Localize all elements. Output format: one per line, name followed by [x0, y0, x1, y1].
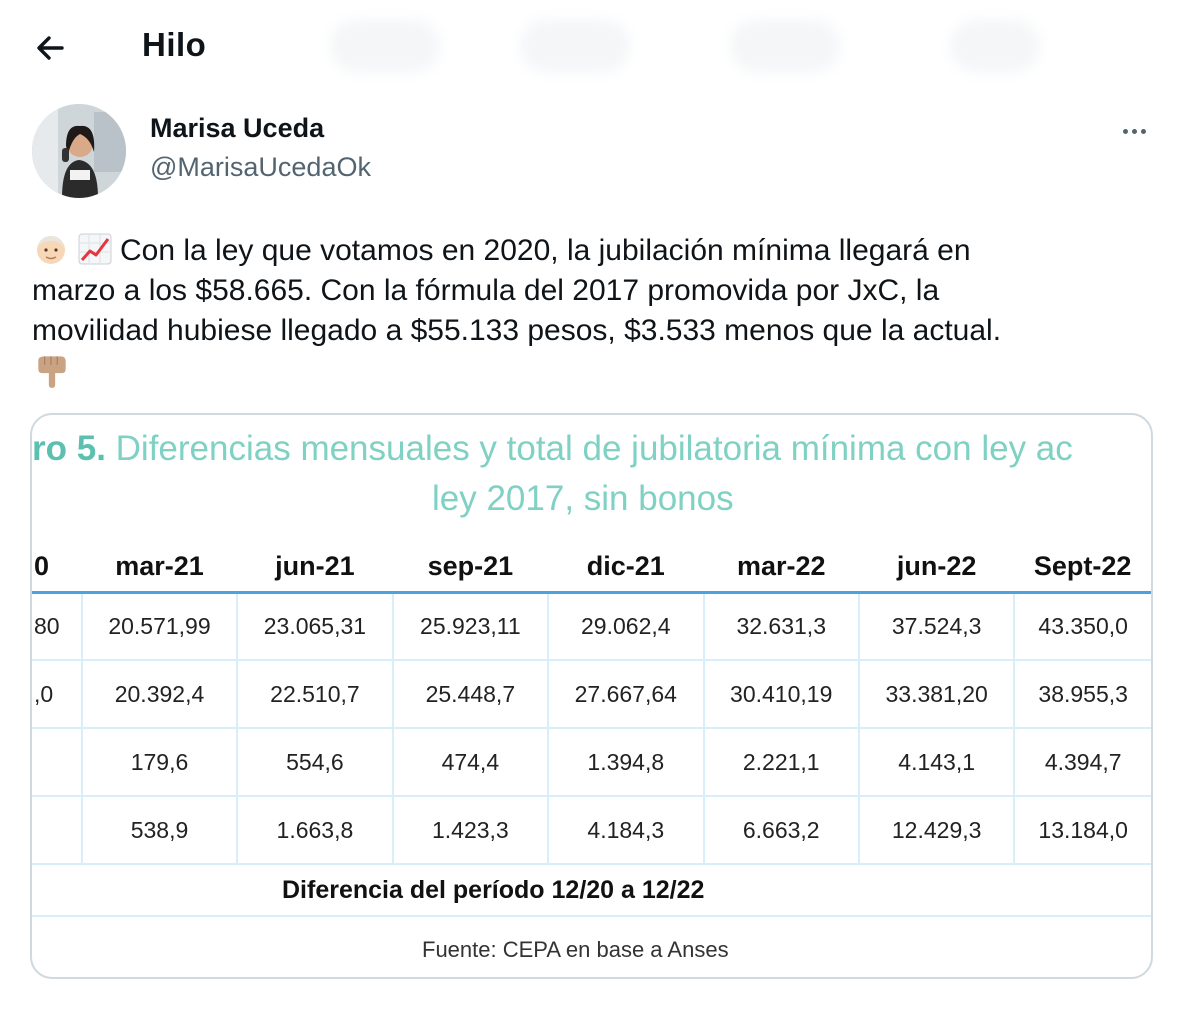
- blurred-tab: [330, 20, 440, 72]
- tweet-text: [32, 231, 1162, 394]
- table-cell: 20.392,4: [82, 660, 237, 728]
- pension-table: [32, 542, 1151, 865]
- tweet-image[interactable]: [30, 413, 1153, 979]
- table-cell: 538,9: [82, 796, 237, 864]
- table-cell: 38.955,3: [1014, 660, 1151, 728]
- table-cell: 27.667,64: [548, 660, 703, 728]
- back-button[interactable]: [30, 28, 70, 68]
- column-header: jun-21: [237, 542, 392, 592]
- table-cell: 30.410,19: [704, 660, 859, 728]
- source-caption: Fuente: CEPA en base a Anses: [422, 937, 729, 962]
- table-cell: 12.429,3: [859, 796, 1014, 864]
- table-row: [32, 728, 1151, 796]
- table-cell: ,0: [32, 660, 82, 728]
- table-cell: 1.423,3: [393, 796, 548, 864]
- table-cell: 25.923,11: [393, 592, 548, 660]
- divider: [32, 915, 1153, 917]
- table-cell: 4.394,7: [1014, 728, 1151, 796]
- column-header: sep-21: [393, 542, 548, 592]
- older-person-emoji: [32, 232, 70, 266]
- table-cell: 29.062,4: [548, 592, 703, 660]
- table-cell: 6.663,2: [704, 796, 859, 864]
- table-title-line-1: Diferencias mensuales y total de jubilatoria mínima con ley ac: [105, 429, 1073, 468]
- author-name[interactable]: Marisa Uceda: [150, 113, 325, 143]
- table-cell: 37.524,3: [859, 592, 1014, 660]
- table-cell: 80: [32, 592, 82, 660]
- column-header: jun-22: [859, 542, 1014, 592]
- blurred-tab: [950, 20, 1040, 72]
- table-row: [32, 592, 1151, 660]
- table-cell: 23.065,31: [237, 592, 392, 660]
- column-header: 0: [32, 542, 82, 592]
- table-row: [32, 660, 1151, 728]
- table-cell: 32.631,3: [704, 592, 859, 660]
- table-cell: 1.663,8: [237, 796, 392, 864]
- table-cell: 13.184,0: [1014, 796, 1151, 864]
- table-cell: 43.350,0: [1014, 592, 1151, 660]
- period-label: Diferencia del período 12/20 a 12/22: [282, 876, 705, 904]
- blurred-tab: [730, 20, 840, 72]
- tweet-line-3: movilidad hubiese llegado a $55.133 pesos, $3.533 menos que la actual.: [32, 314, 1002, 347]
- table-cell: 22.510,7: [237, 660, 392, 728]
- page-title: Hilo: [142, 26, 207, 63]
- more-horizontal-icon-dot: [1141, 129, 1146, 134]
- arrow-left-icon: [34, 32, 66, 64]
- table-cell: 33.381,20: [859, 660, 1014, 728]
- table-cell: 25.448,7: [393, 660, 548, 728]
- chart-increasing-emoji: [76, 232, 114, 266]
- table-cell: [32, 728, 82, 796]
- more-horizontal-icon: [1123, 129, 1128, 134]
- table-header-row: [32, 542, 1151, 592]
- table-cell: 4.184,3: [548, 796, 703, 864]
- table-cell: 2.221,1: [704, 728, 859, 796]
- table-cell: 20.571,99: [82, 592, 237, 660]
- table-title-prefix: ro 5.: [32, 429, 106, 468]
- table-title-line-2: ley 2017, sin bonos: [432, 479, 734, 518]
- column-header: mar-22: [704, 542, 859, 592]
- column-header: dic-21: [548, 542, 703, 592]
- more-horizontal-icon-dot: [1132, 129, 1137, 134]
- table-cell: 179,6: [82, 728, 237, 796]
- table-cell: [32, 796, 82, 864]
- tweet-line-2: marzo a los $58.665. Con la fórmula del 2017 promovida por JxC, la: [32, 274, 940, 307]
- blurred-tab: [520, 20, 630, 72]
- table-cell: 4.143,1: [859, 728, 1014, 796]
- tweet-line-1: Con la ley que votamos en 2020, la jubilación mínima llegará en: [120, 234, 971, 267]
- column-header: Sept-22: [1014, 542, 1151, 592]
- thread-header: [0, 0, 1200, 95]
- table-row: [32, 796, 1151, 864]
- avatar[interactable]: [32, 104, 126, 198]
- backhand-index-pointing-down-emoji: [32, 351, 72, 389]
- table-cell: 1.394,8: [548, 728, 703, 796]
- more-options-button[interactable]: [1112, 116, 1156, 146]
- column-header: mar-21: [82, 542, 237, 592]
- author-handle[interactable]: @MarisaUcedaOk: [150, 152, 371, 182]
- table-cell: 554,6: [237, 728, 392, 796]
- table-cell: 474,4: [393, 728, 548, 796]
